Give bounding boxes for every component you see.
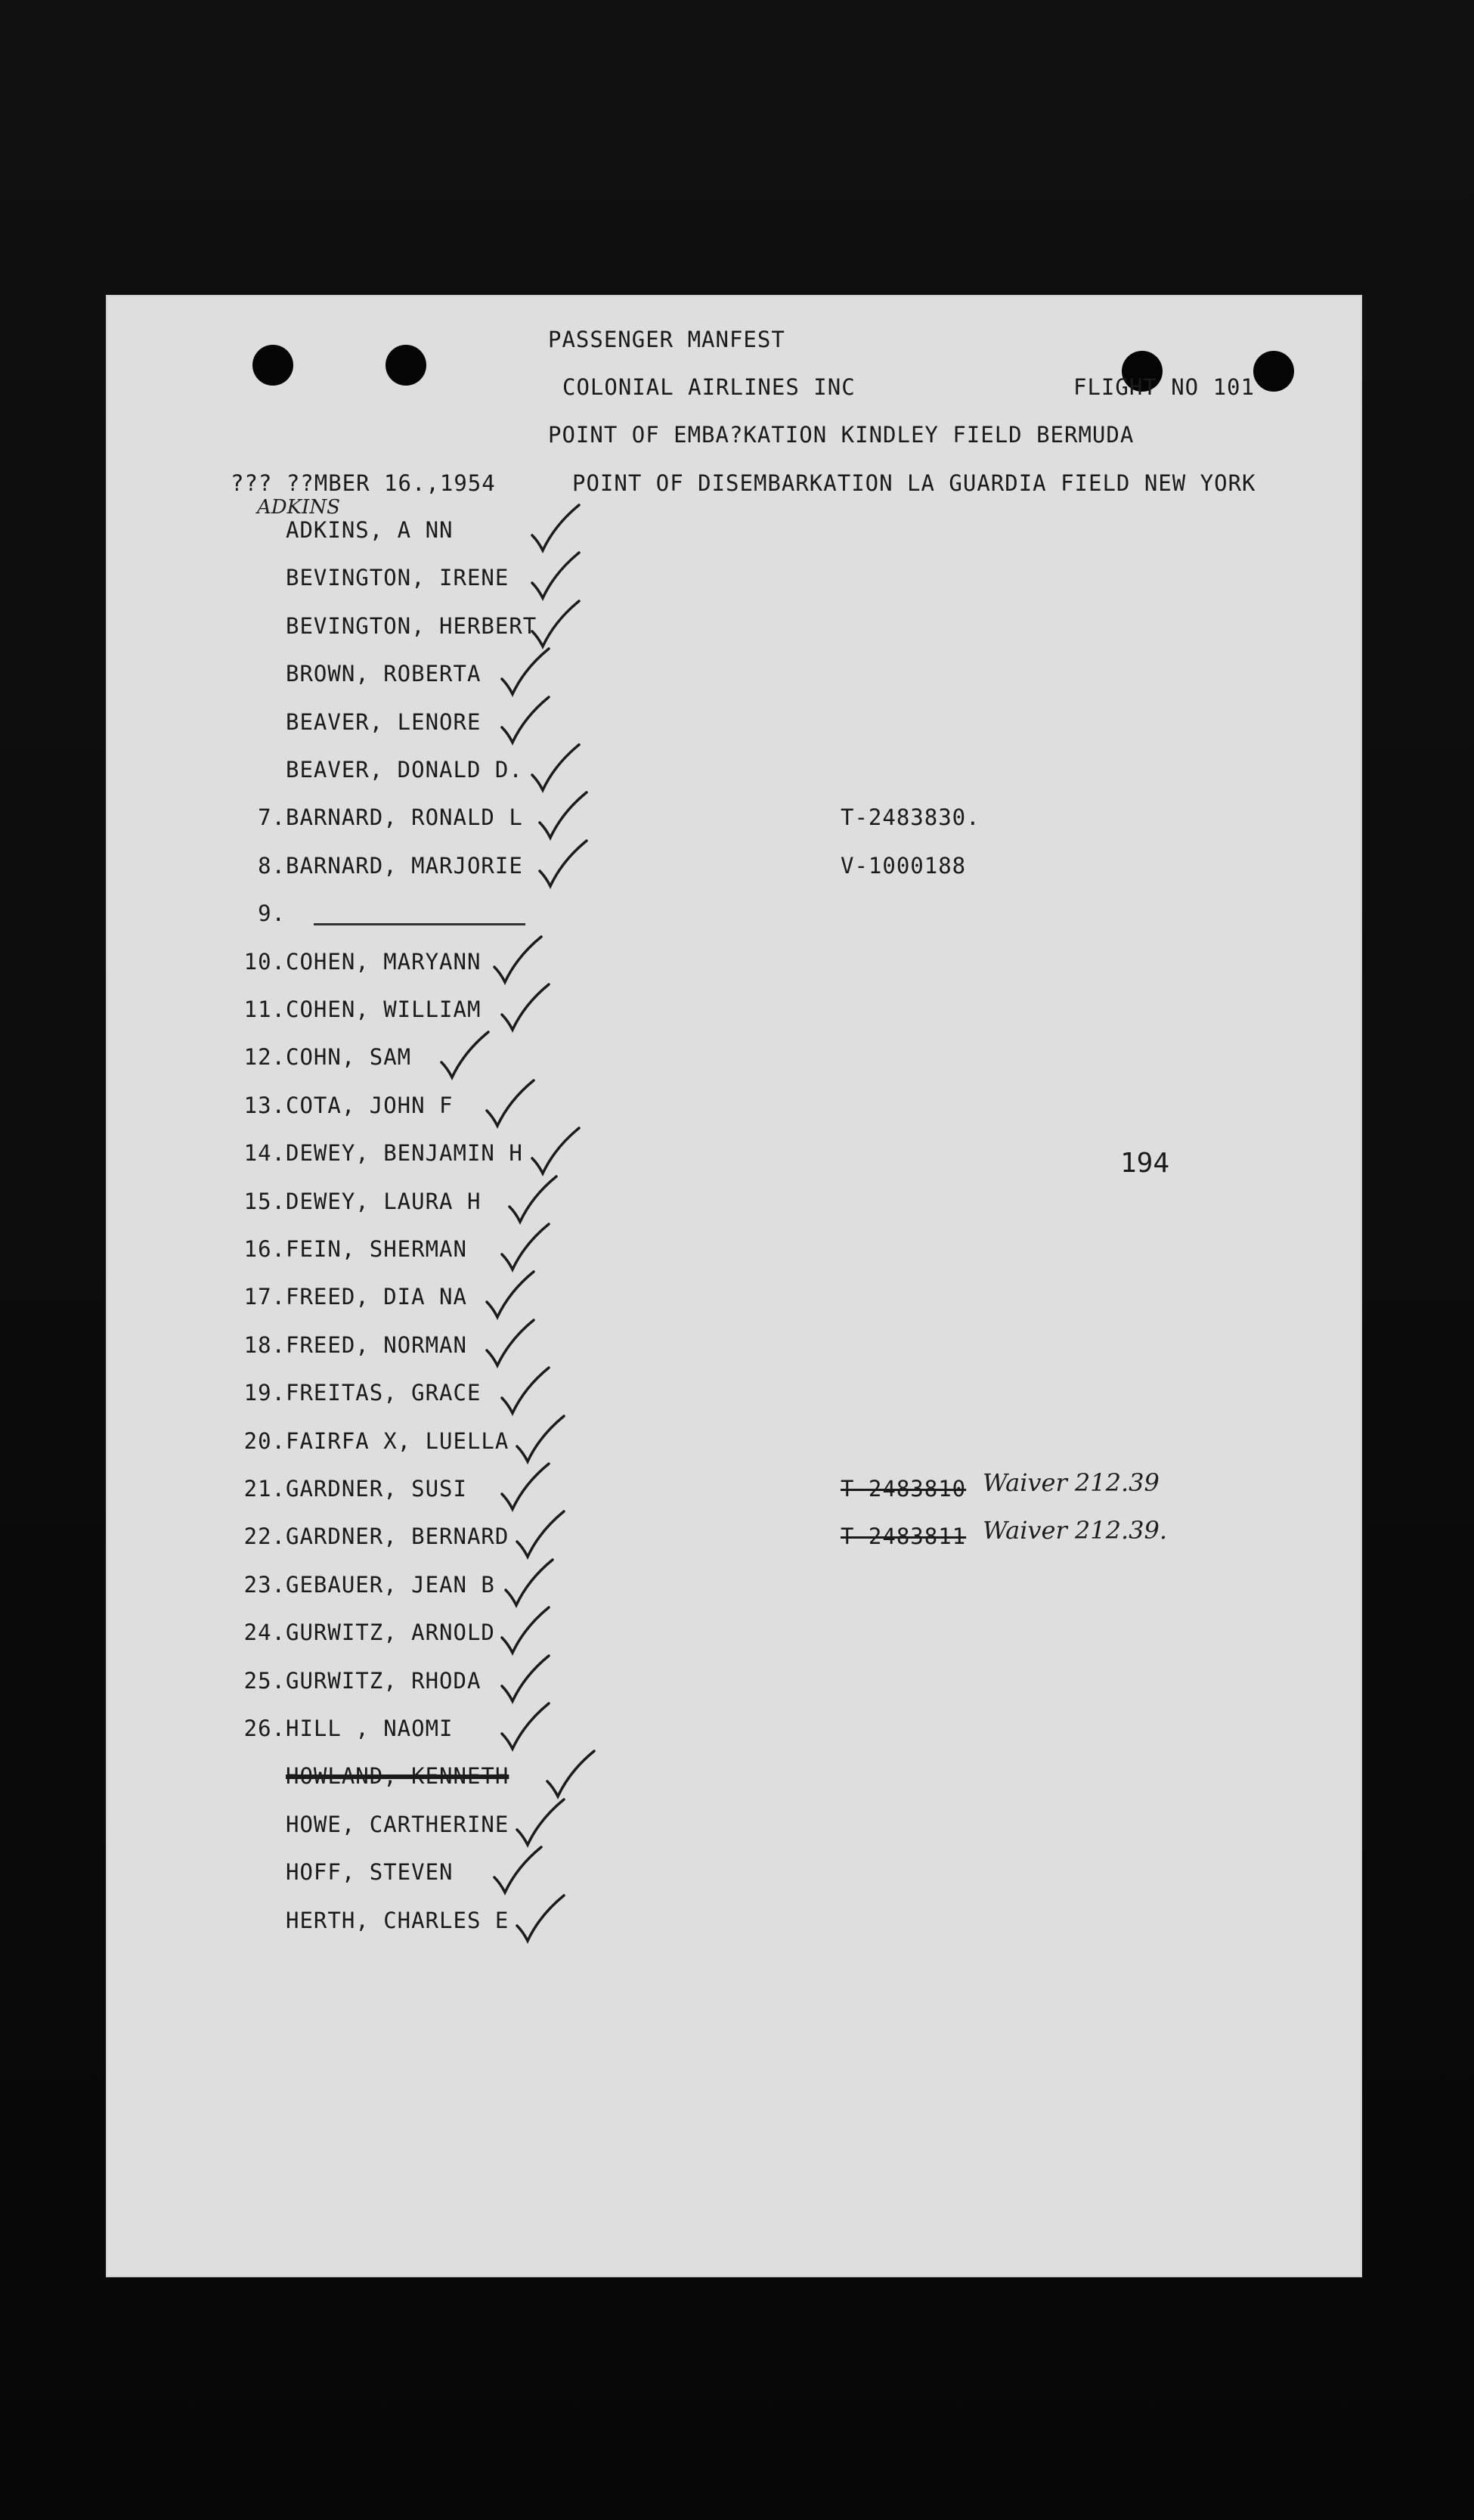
passenger-number: 22. xyxy=(243,1523,286,1550)
passenger-row xyxy=(106,1468,1362,1514)
passenger-number: 23. xyxy=(243,1571,286,1598)
checkmark-icon xyxy=(529,550,582,604)
checkmark-icon xyxy=(514,1508,567,1563)
checkmark-icon xyxy=(499,1653,552,1707)
passenger-row xyxy=(106,1088,1362,1130)
passenger-number: 9. xyxy=(258,900,286,927)
passenger-row xyxy=(106,944,1362,987)
checkmark-icon xyxy=(499,694,552,749)
checkmark-icon xyxy=(484,1317,537,1372)
checkmark-icon xyxy=(514,1413,567,1468)
passenger-name: HERTH, CHARLES E xyxy=(286,1907,509,1933)
handwritten-waiver-note: Waiver 212.39 xyxy=(983,1468,1160,1497)
passenger-name: DEWEY, BENJAMIN H xyxy=(286,1140,523,1167)
passenger-row xyxy=(106,1516,1362,1561)
passenger-name: COHEN, WILLIAM xyxy=(286,997,482,1022)
passenger-number: 20. xyxy=(243,1427,286,1454)
passenger-row xyxy=(106,609,1362,651)
passenger-number: 17. xyxy=(243,1284,286,1310)
passenger-name: DEWEY, LAURA H xyxy=(286,1188,482,1214)
passenger-number: 24. xyxy=(243,1620,286,1646)
checkmark-icon xyxy=(514,1796,567,1851)
punch-hole xyxy=(252,345,293,386)
passenger-number: 16. xyxy=(243,1236,286,1262)
checkmark-icon xyxy=(529,1125,582,1179)
passenger-number: 13. xyxy=(243,1092,286,1118)
checkmark-icon xyxy=(499,1604,552,1659)
passenger-name: BEAVER, DONALD D. xyxy=(286,757,523,783)
passenger-name: GEBAUER, JEAN B xyxy=(286,1571,495,1598)
checkmark-icon xyxy=(529,598,582,652)
passenger-name: COHEN, MARYANN xyxy=(286,948,482,975)
passenger-row xyxy=(106,1424,1362,1466)
passenger-number: 21. xyxy=(243,1476,286,1502)
checkmark-icon xyxy=(537,838,590,892)
checkmark-icon xyxy=(484,1269,537,1323)
passenger-name: GARDNER, SUSI xyxy=(286,1476,467,1502)
passenger-name: HOFF, STEVEN xyxy=(286,1859,454,1886)
checkmark-icon xyxy=(529,502,582,556)
passenger-row xyxy=(106,992,1362,1034)
passenger-name: GARDNER, BERNARD xyxy=(286,1523,509,1550)
ticket-reference: T-2483830. xyxy=(841,804,980,831)
passenger-name: COHN, SAM xyxy=(286,1044,412,1071)
passenger-row xyxy=(106,496,1362,555)
punch-hole xyxy=(1253,351,1294,392)
passenger-row xyxy=(106,752,1362,795)
passenger-row xyxy=(106,1663,1362,1706)
passenger-row xyxy=(106,705,1362,747)
passenger-row xyxy=(106,1759,1362,1801)
passenger-number: 8. xyxy=(258,852,286,879)
passenger-name: FREITAS, GRACE xyxy=(286,1380,482,1406)
passenger-row xyxy=(106,656,1362,699)
blank-entry-line xyxy=(314,923,525,925)
passenger-row xyxy=(106,1375,1362,1418)
passenger-row xyxy=(106,1232,1362,1274)
passenger-name: BEVINGTON, HERBERT xyxy=(286,612,537,639)
passenger-number: 15. xyxy=(243,1188,286,1214)
passenger-number: 14. xyxy=(243,1140,286,1167)
passenger-name: BARNARD, RONALD L xyxy=(286,804,523,831)
handwritten-name-note: ADKINS xyxy=(257,496,340,519)
passenger-row xyxy=(106,800,1362,842)
passenger-row xyxy=(106,1807,1362,1849)
passenger-name: COTA, JOHN F xyxy=(286,1092,454,1118)
passenger-number: 12. xyxy=(243,1044,286,1071)
passenger-name: FREED, DIA NA xyxy=(286,1284,467,1310)
passenger-row xyxy=(106,1615,1362,1657)
manifest-date: ??? ??MBER 16.,1954 xyxy=(231,470,496,496)
passenger-row xyxy=(106,1711,1362,1753)
checkmark-icon xyxy=(499,981,552,1036)
passenger-name: BARNARD, MARJORIE xyxy=(286,852,523,879)
checkmark-icon xyxy=(499,1461,552,1515)
passenger-name: GURWITZ, RHODA xyxy=(286,1667,482,1694)
checkmark-icon xyxy=(499,1365,552,1419)
punch-hole xyxy=(386,345,426,386)
ticket-reference: V-1000188 xyxy=(841,852,967,879)
passenger-row xyxy=(106,1279,1362,1322)
passenger-name: GURWITZ, ARNOLD xyxy=(286,1620,495,1646)
passenger-number: 25. xyxy=(243,1667,286,1694)
ticket-reference: T-2483810 xyxy=(841,1476,967,1502)
checkmark-icon xyxy=(537,789,590,844)
checkmark-icon xyxy=(503,1557,556,1611)
manifest-title: PASSENGER MANFEST xyxy=(548,327,785,352)
checkmark-icon xyxy=(506,1173,559,1228)
passenger-name: FAIRFA X, LUELLA xyxy=(286,1427,509,1454)
checkmark-icon xyxy=(491,1844,544,1899)
disembarkation-point: POINT OF DISEMBARKATION LA GUARDIA FIELD NEW YORK xyxy=(572,470,1256,496)
passenger-row xyxy=(106,560,1362,603)
passenger-name: HOWLAND, KENNETH xyxy=(286,1763,509,1790)
passenger-number: 10. xyxy=(243,948,286,975)
page-number: 194 xyxy=(1120,1148,1170,1179)
checkmark-icon xyxy=(499,1700,552,1755)
passenger-number: 7. xyxy=(258,804,286,831)
passenger-number: 11. xyxy=(243,997,286,1022)
passenger-name: HILL , NAOMI xyxy=(286,1716,454,1741)
passenger-row xyxy=(106,848,1362,891)
passenger-row xyxy=(106,1184,1362,1226)
checkmark-icon xyxy=(484,1077,537,1132)
checkmark-icon xyxy=(438,1029,491,1083)
passenger-name: ADKINS, A NN xyxy=(286,517,454,543)
manifest-page xyxy=(106,295,1362,2277)
checkmark-icon xyxy=(514,1892,567,1947)
passenger-row xyxy=(106,1040,1362,1082)
passenger-row xyxy=(106,1136,1362,1178)
handwritten-waiver-note: Waiver 212.39. xyxy=(983,1516,1168,1545)
passenger-row xyxy=(106,1903,1362,1945)
passenger-row xyxy=(106,1567,1362,1610)
airline-name: COLONIAL AIRLINES INC xyxy=(562,374,856,400)
passenger-row xyxy=(106,1328,1362,1370)
checkmark-icon xyxy=(544,1748,597,1802)
checkmark-icon xyxy=(499,1221,552,1275)
passenger-name: BROWN, ROBERTA xyxy=(286,661,482,687)
passenger-name: FEIN, SHERMAN xyxy=(286,1236,467,1262)
checkmark-icon xyxy=(529,742,582,796)
passenger-name: HOWE, CARTHERINE xyxy=(286,1811,509,1837)
passenger-name: BEAVER, LENORE xyxy=(286,708,482,735)
passenger-row xyxy=(106,896,1362,938)
embarkation-point: POINT OF EMBA?KATION KINDLEY FIELD BERMUDA xyxy=(548,422,1135,448)
passenger-number: 26. xyxy=(243,1716,286,1741)
checkmark-icon xyxy=(499,646,552,700)
passenger-number: 18. xyxy=(243,1331,286,1358)
passenger-name: BEVINGTON, IRENE xyxy=(286,565,509,591)
flight-number: FLIGHT NO 101 xyxy=(1073,374,1255,400)
checkmark-icon xyxy=(491,934,544,988)
ticket-reference: T-2483811 xyxy=(841,1523,967,1550)
passenger-name: FREED, NORMAN xyxy=(286,1331,467,1358)
passenger-row xyxy=(106,1855,1362,1897)
passenger-number: 19. xyxy=(243,1380,286,1406)
